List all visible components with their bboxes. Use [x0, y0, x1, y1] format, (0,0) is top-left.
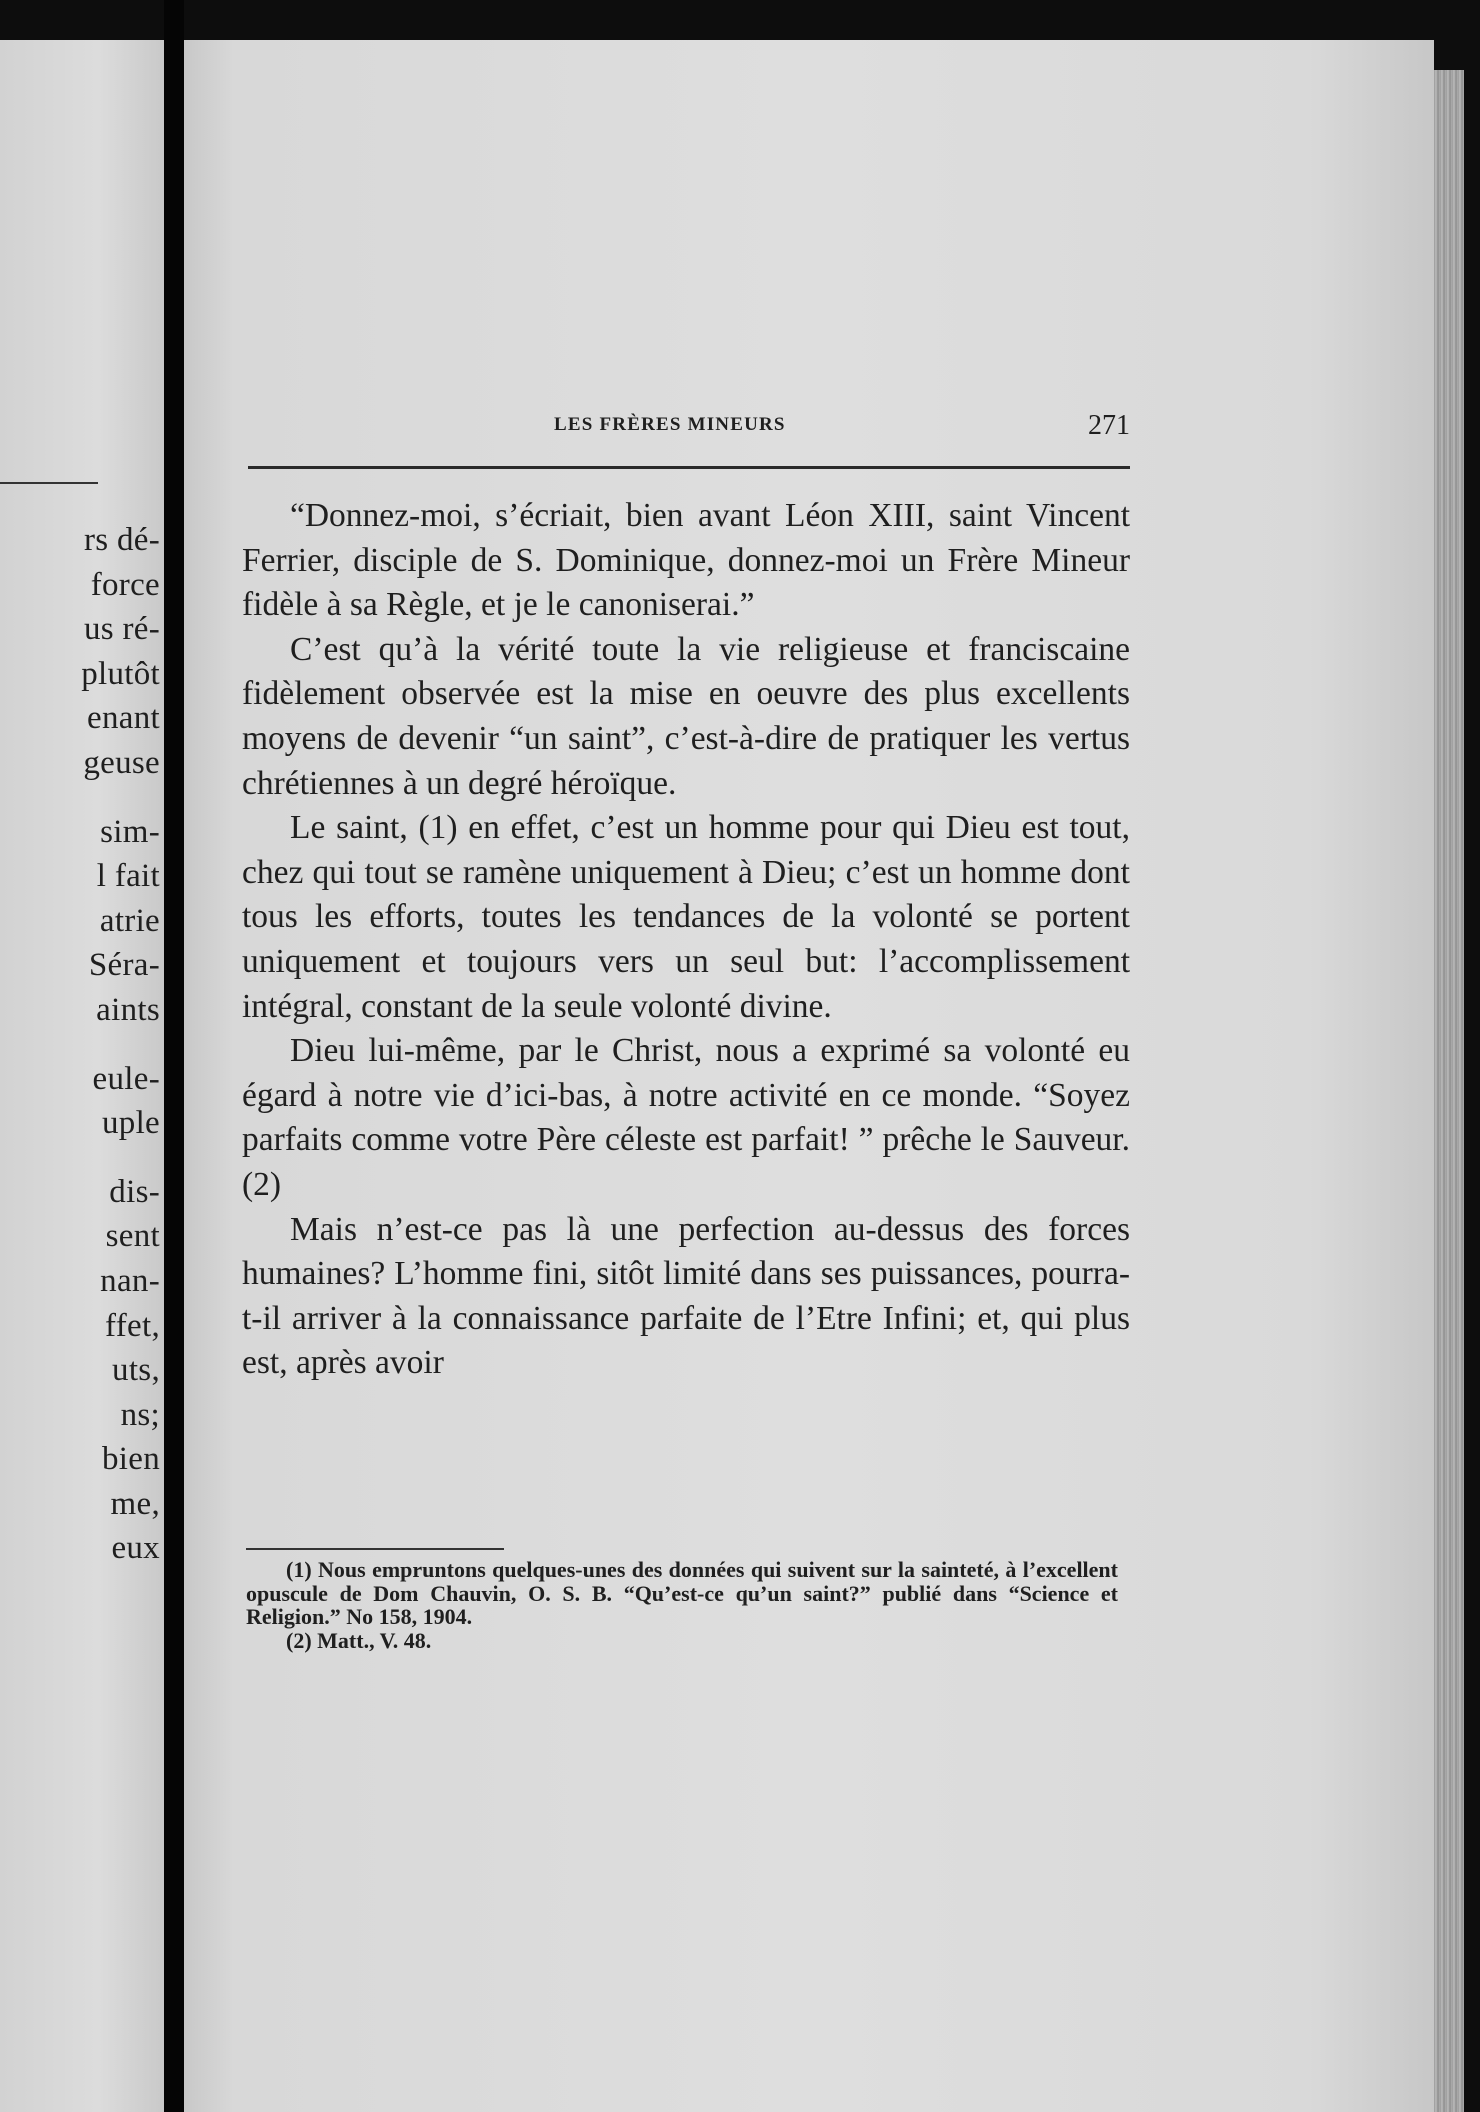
- left-line: bien: [101, 1441, 160, 1478]
- left-line: force: [90, 566, 160, 603]
- footnotes: [246, 1558, 1118, 1652]
- left-line: enant: [87, 700, 160, 737]
- left-line: rs dé-: [83, 522, 160, 558]
- left-line: geuse: [83, 744, 160, 781]
- left-line: eux: [111, 1530, 160, 1567]
- left-gap: [0, 786, 160, 810]
- paragraph: Le saint, (1) en effet, c’est un homme pour qui Dieu est tout, chez qui tout se ramène uniquement à Dieu; c’est un homme dont tous les efforts, toutes les tendances de la volonté se portent uniquement et toujours vers un seul but: l’accomplissement intégral, constant de la seule volonté divine.: [242, 809, 1130, 1025]
- left-line: ns;: [120, 1396, 160, 1433]
- left-line: aints: [96, 991, 160, 1028]
- left-line: atrie: [99, 902, 160, 939]
- paragraph: Mais n’est-ce pas là une perfection au-dessus des forces humaines? L’homme fini, sitôt limité dans ses puissances, pourra-t-il arriver à la connaissance parfaite de l’Etre Infini; et, qui plus est, après avoir: [242, 1210, 1130, 1382]
- left-line: ffet,: [105, 1307, 160, 1344]
- left-line: us ré-: [83, 611, 160, 648]
- left-line: sent: [105, 1218, 160, 1255]
- footnote-rule: [246, 1548, 504, 1550]
- left-page-footnote-rule: [0, 482, 98, 484]
- left-line: plutôt: [81, 655, 160, 692]
- page-edge: [1434, 70, 1464, 2112]
- left-line: uple: [101, 1105, 160, 1142]
- left-page-text: [0, 518, 160, 1571]
- left-line: sim-: [100, 813, 160, 850]
- paragraph: C’est qu’à la vérité toute la vie religieuse et franciscaine fidèlement observée est la mise en oeuvre des plus excellents moyens de devenir “un saint”, c’est-à-dire de pratiquer les vertus chrétiennes à un degré héroïque.: [242, 630, 1130, 802]
- book-gutter: [164, 0, 184, 2112]
- left-gap: [0, 1146, 160, 1170]
- left-line: me,: [110, 1485, 160, 1522]
- left-line: eule-: [92, 1060, 160, 1097]
- running-head: [370, 410, 1130, 446]
- footnote: (1) Nous empruntons quelques-unes des données qui suivent sur la sainteté, à l’excellent opuscule de Dom Chauvin, O. S. B. “Qu’est-ce qu’un saint?” publié dans “Science et Religion.” No 158, 1904.: [246, 1557, 1118, 1629]
- footnote: (2) Matt., V. 48.: [286, 1627, 432, 1653]
- left-line: dis-: [109, 1173, 160, 1210]
- left-line: Séra-: [88, 947, 160, 984]
- paragraph: Dieu lui-même, par le Christ, nous a exprimé sa volonté eu égard à notre vie d’ici-bas, à notre activité en ce monde. “Soyez parfaits comme votre Père céleste est parfait! ” prêche le Sauveur. (2): [242, 1032, 1130, 1203]
- left-line: uts,: [112, 1352, 160, 1389]
- paragraph: “Donnez-moi, s’écriait, bien avant Léon XIII, saint Vincent Ferrier, disciple de S. Dominique, donnez-moi un Frère Mineur fidèle à sa Règle, et je le canoniserai.”: [242, 497, 1130, 624]
- running-title: LES FRÈRES MINEURS: [554, 414, 786, 435]
- left-gap: [0, 1033, 160, 1057]
- header-rule: [248, 466, 1130, 469]
- body-text: [242, 494, 1130, 1386]
- left-page-fragment: [0, 40, 164, 2112]
- page-number: 271: [1088, 410, 1130, 441]
- left-line: nan-: [100, 1262, 160, 1299]
- left-line: l fait: [96, 858, 160, 895]
